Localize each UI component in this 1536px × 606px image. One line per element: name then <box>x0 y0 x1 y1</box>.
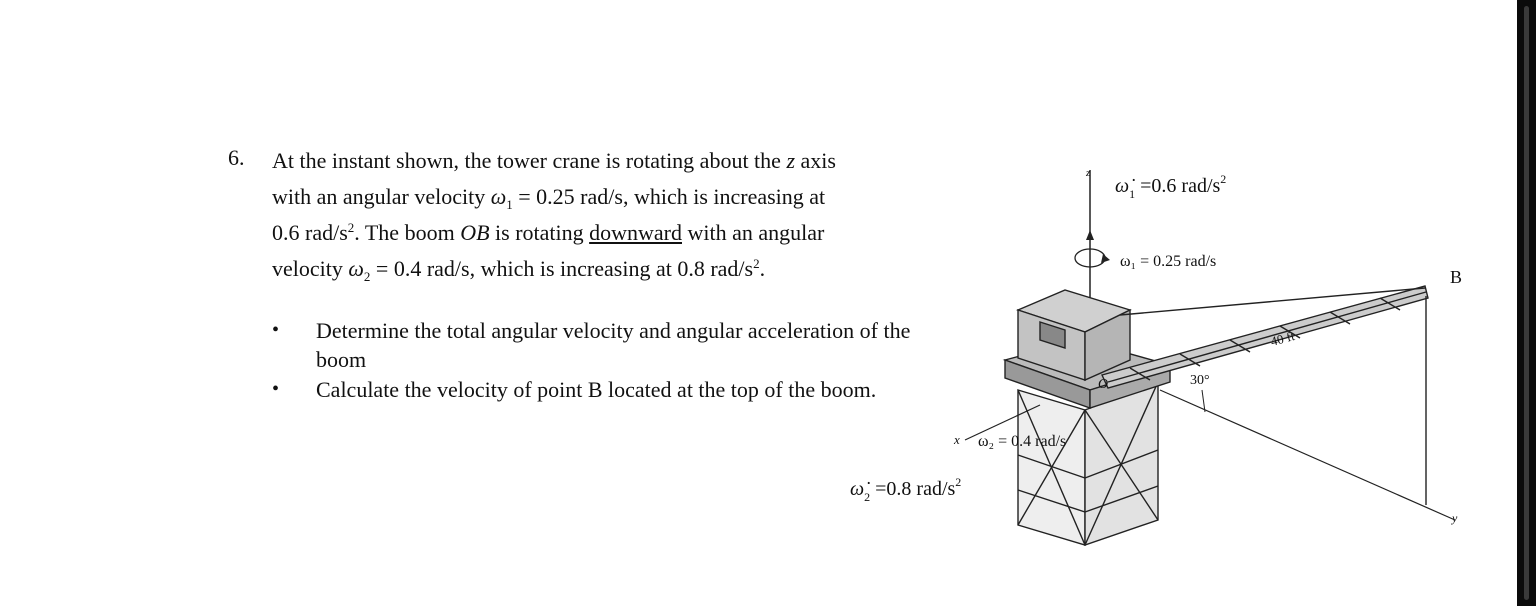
omega2-dot-label: $\omegȧ_2 =0.8$ rad/$s^2$ <box>850 475 962 504</box>
y-axis-line <box>1160 390 1455 520</box>
x-axis-label: x <box>954 432 960 447</box>
question-line-4: velocity $\omega_2 = 0.4$ rad/s, which is increasing at 0.8 rad/$s^2$. <box>272 256 766 284</box>
omega1-label: ω₁ = 0.25 rad/s <box>1120 253 1217 270</box>
angle-label: 30° <box>1190 373 1210 388</box>
bullet-marker: • <box>272 378 280 400</box>
point-b-label: B <box>1450 267 1463 287</box>
question-line-3: 0.6 rad/$s^2$. The boom OB is rotating downward with an angular <box>272 220 825 245</box>
bullet-text: Calculate the velocity of point B located at the top of the boom. <box>316 377 877 402</box>
question-line-1: At the instant shown, the tower crane is rotating about the z axis <box>272 148 836 173</box>
z-axis-label: z <box>1086 167 1091 179</box>
arrow-icon <box>1086 230 1094 240</box>
scrollbar-thumb[interactable] <box>1524 6 1529 600</box>
vertical-scrollbar[interactable] <box>1517 0 1536 606</box>
tower-crane-figure <box>840 150 1500 570</box>
omega2-label: ω₂ = 0.4 rad/s <box>978 433 1067 450</box>
bullet-marker: • <box>272 319 280 341</box>
bullet-text: Determine the total angular velocity and angular acceleration of the boom <box>316 318 911 372</box>
list-item <box>270 375 930 404</box>
question-number: 6. <box>228 145 245 170</box>
omega1-dot-label: $\omegȧ_1 =0.6$ rad/$s^2$ <box>1115 172 1227 201</box>
y-axis-label: y <box>1452 511 1458 525</box>
question-line-2: with an angular velocity $\omega_1 = 0.25$ rad/s, which is increasing at <box>272 184 826 212</box>
arrowhead-icon <box>1101 254 1110 263</box>
task-list <box>270 316 930 405</box>
question-text <box>272 143 922 287</box>
point-o-label: O <box>1098 377 1109 392</box>
list-item <box>270 316 930 374</box>
underlined-word: downward <box>589 220 682 245</box>
length-label: 40 ft <box>1268 328 1297 349</box>
